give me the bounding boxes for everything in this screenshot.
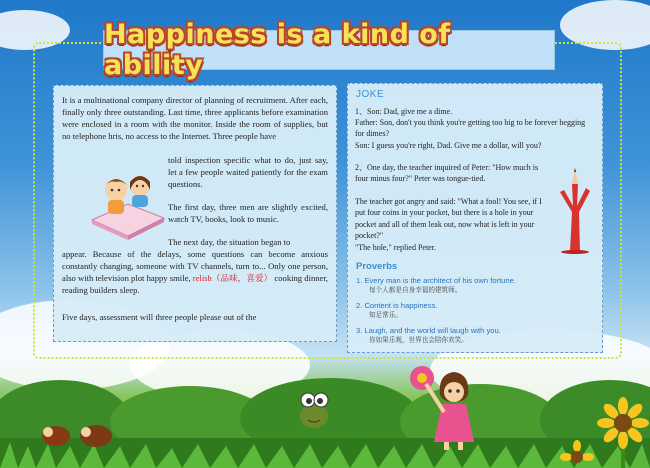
girl-with-flower-illustration [400, 362, 480, 452]
joke-panel [347, 83, 603, 353]
proverb-en: 1. Every man is the architect of his own fortune. [356, 276, 516, 285]
story-paragraph-3: The first day, three men are slightly excited, watch TV, books, look to music. [168, 202, 328, 225]
joke-2-line-3: "The hole," replied Peter. [355, 243, 436, 252]
pencil-tree-illustration [552, 162, 598, 254]
story-paragraph-7: Five days, assessment will three people please out of the [62, 312, 257, 322]
joke-heading: JOKE [356, 89, 385, 100]
joke-1-line-1: 1、Son: Dad, give me a dime. [355, 107, 453, 116]
sunflower-small-icon [560, 440, 594, 468]
joke-2-line-1: 2、One day, the teacher inquired of Peter: "How much is four minus four?" Peter was tongue-tied. [355, 163, 539, 184]
story-paragraph-2: told inspection specific what to do, just say, let a few people waited patiently for the exam questions. [168, 155, 328, 190]
kids-reading-illustration [88, 148, 166, 240]
proverb-item [356, 276, 600, 296]
proverb-item [356, 301, 600, 321]
page-title: Happiness is a kind of ability [104, 19, 451, 81]
proverb-en: 3. Laugh, and the world will laugh with you. [356, 326, 501, 335]
title-box [103, 19, 555, 81]
proverbs-list [356, 276, 600, 351]
joke-1-line-2: Father: Son, don't you think you're getting too big to be forever begging for dimes? [355, 118, 586, 139]
story-paragraph-5-text: appear. Because of the delays, some questions can become anxious constantly changing, someone with TV channels, turn to... Only one person, also with television plot happy smile, [62, 249, 328, 284]
proverbs-heading: Proverbs [356, 261, 398, 272]
sunflower-icon [596, 396, 650, 468]
proverb-en: 2. Content is happiness. [356, 301, 438, 310]
story-paragraph-6-text: cooking dinner, reading builders sleep. [62, 273, 329, 296]
proverb-cn: 你如果乐观，世界也会陪你欢笑。 [369, 337, 468, 344]
relish-word: relish（品味，喜爱） [192, 273, 273, 284]
proverb-cn: 每个人都是自身幸福的建筑师。 [369, 287, 462, 294]
bug-character-illustration [294, 386, 334, 430]
joke-1-line-3: Son: I guess you're right, Dad. Give me a dollar, will you? [355, 141, 542, 150]
story-paragraph-5 [62, 248, 328, 296]
proverb-item [356, 326, 600, 346]
joke-2-line-2: The teacher got angry and said: "What a fool! You see, if I put four coins in your pocket, but there is a hole in your pocket and all of them leak out, now what is left in your pocket?" [355, 197, 542, 241]
ladybug-illustration [38, 414, 118, 450]
story-panel [53, 85, 337, 342]
proverb-cn: 知足常乐。 [369, 312, 402, 319]
story-paragraph-1: It is a multinational company director of planning of recruitment. After each, finally only three outstanding. Last time, three applicants before examination were enclosed in a room with the monitor. Inside the room of supplies, but no telephone hris, no access to the Internet. Three people have [62, 95, 328, 142]
story-paragraph-4: The next day, the situation began to [168, 237, 291, 247]
